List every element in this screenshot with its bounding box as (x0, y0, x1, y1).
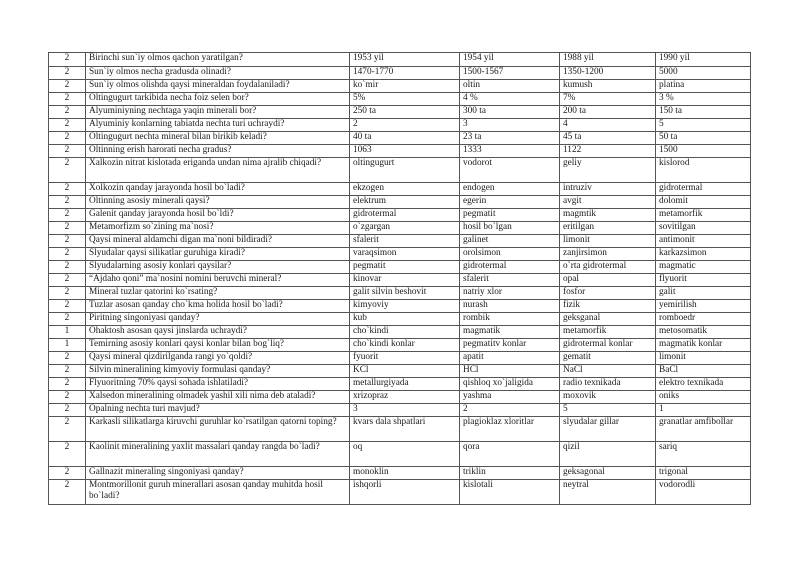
question-cell: Oltingugurt nechta mineral bilan birikib keladi? (86, 132, 350, 145)
row-number-cell: 2 (49, 183, 86, 196)
row-number-cell: 2 (49, 352, 86, 365)
option-a-cell: xrizopraz (350, 391, 460, 404)
row-number-cell: 2 (49, 222, 86, 235)
option-c-cell: geksagonal (560, 467, 656, 480)
option-d-cell: metamorfik (656, 209, 751, 222)
option-c-cell: 1988 yil (560, 53, 656, 67)
option-c-cell: 45 ta (560, 132, 656, 145)
table-row (49, 404, 751, 417)
option-c-cell: 4 (560, 119, 656, 132)
option-d-cell: limonit (656, 352, 751, 365)
option-b-cell: nurash (460, 300, 560, 313)
row-number-cell: 1 (49, 326, 86, 339)
question-cell: Temirning asosiy konlari qaysi konlar bilan bog`liq? (86, 339, 350, 352)
option-a-cell: sfalerit (350, 235, 460, 248)
option-d-cell: antimonit (656, 235, 751, 248)
option-d-cell: dolomit (656, 196, 751, 209)
option-d-cell: metosomatik (656, 326, 751, 339)
question-cell: Piritning singoniyasi qanday? (86, 313, 350, 326)
option-a-cell: ekzogen (350, 183, 460, 196)
option-a-cell: oq (350, 442, 460, 467)
question-cell: Silvin mineralining kimyoviy formulasi qanday? (86, 365, 350, 378)
option-c-cell: o`rta gidrotermal (560, 261, 656, 274)
option-a-cell: varaqsimon (350, 248, 460, 261)
option-c-cell: NaCl (560, 365, 656, 378)
row-number-cell: 2 (49, 53, 86, 67)
option-d-cell: vodorodli (656, 480, 751, 505)
option-a-cell: metallurgiyada (350, 378, 460, 391)
option-c-cell: geliy (560, 158, 656, 183)
option-a-cell: galit silvin beshovit (350, 287, 460, 300)
option-b-cell: yashma (460, 391, 560, 404)
option-c-cell: magmtik (560, 209, 656, 222)
table-row (49, 339, 751, 352)
table-row (49, 53, 751, 67)
option-c-cell: 1350-1200 (560, 67, 656, 80)
option-c-cell: gematit (560, 352, 656, 365)
table-row (49, 119, 751, 132)
option-c-cell: opal (560, 274, 656, 287)
option-d-cell: sovitilgan (656, 222, 751, 235)
option-b-cell: galinet (460, 235, 560, 248)
table-row (49, 261, 751, 274)
option-c-cell: 5 (560, 404, 656, 417)
question-cell: Qaysi mineral qizdirilganda rangi yo`qoldi? (86, 352, 350, 365)
option-b-cell: hosil bo`lgan (460, 222, 560, 235)
table-row (49, 235, 751, 248)
option-d-cell: BaCl (656, 365, 751, 378)
option-a-cell: oltingugurt (350, 158, 460, 183)
option-a-cell: 5% (350, 93, 460, 106)
option-c-cell: slyudalar gillar (560, 417, 656, 442)
question-cell: Ohaktosh asosan qaysi jinslarda uchraydi? (86, 326, 350, 339)
row-number-cell: 2 (49, 442, 86, 467)
question-cell: Slyudalarning asosiy konlari qaysilar? (86, 261, 350, 274)
table-row (49, 365, 751, 378)
option-d-cell: elektro texnikada (656, 378, 751, 391)
option-a-cell: kvars dala shpatlari (350, 417, 460, 442)
question-cell: Xolkozin qanday jarayonda hosil bo`ladi? (86, 183, 350, 196)
option-b-cell: qishloq xo`jaligida (460, 378, 560, 391)
row-number-cell: 2 (49, 287, 86, 300)
row-number-cell: 2 (49, 196, 86, 209)
option-b-cell: vodorot (460, 158, 560, 183)
table-row (49, 467, 751, 480)
option-b-cell: orolsimon (460, 248, 560, 261)
option-d-cell: 1 (656, 404, 751, 417)
table-row (49, 158, 751, 183)
table-row (49, 183, 751, 196)
option-a-cell: KCl (350, 365, 460, 378)
option-d-cell: karkazsimon (656, 248, 751, 261)
option-b-cell: apatit (460, 352, 560, 365)
question-cell: Metamorfizm so`zining ma`nosi? (86, 222, 350, 235)
option-d-cell: 5 (656, 119, 751, 132)
question-cell: Sun`iy olmos olishda qaysi mineraldan foydalaniladi? (86, 80, 350, 93)
option-d-cell: romboedr (656, 313, 751, 326)
option-c-cell: 200 ta (560, 106, 656, 119)
row-number-cell: 2 (49, 313, 86, 326)
option-b-cell: kislotali (460, 480, 560, 505)
option-b-cell: pegmatit (460, 209, 560, 222)
option-a-cell: o`zgargan (350, 222, 460, 235)
question-cell: Mineral tuzlar qatorini ko`rsating? (86, 287, 350, 300)
question-cell: Opalning nechta turi mavjud? (86, 404, 350, 417)
row-number-cell: 2 (49, 261, 86, 274)
option-a-cell: ko`mir (350, 80, 460, 93)
option-d-cell: 1500 (656, 145, 751, 158)
question-cell: Oltinning erish harorati necha gradus? (86, 145, 350, 158)
option-b-cell: egerin (460, 196, 560, 209)
option-d-cell: magmatic (656, 261, 751, 274)
option-c-cell: geksganal (560, 313, 656, 326)
option-d-cell: magmatik konlar (656, 339, 751, 352)
row-number-cell: 2 (49, 300, 86, 313)
table-row (49, 67, 751, 80)
table-row (49, 132, 751, 145)
option-b-cell: 1954 yil (460, 53, 560, 67)
option-b-cell: plagioklaz xloritlar (460, 417, 560, 442)
question-cell: Oltingugurt tarkibida necha foiz selen bor? (86, 93, 350, 106)
option-c-cell: zanjirsimon (560, 248, 656, 261)
option-a-cell: 2 (350, 119, 460, 132)
option-c-cell: neytral (560, 480, 656, 505)
option-b-cell: triklin (460, 467, 560, 480)
table-row (49, 378, 751, 391)
option-b-cell: endogen (460, 183, 560, 196)
row-number-cell: 2 (49, 209, 86, 222)
row-number-cell: 2 (49, 119, 86, 132)
question-cell: Slyudalar qaysi silikatlar guruhiga kiradi? (86, 248, 350, 261)
question-table (48, 52, 751, 505)
option-c-cell: qizil (560, 442, 656, 467)
table-row (49, 274, 751, 287)
option-a-cell: ishqorli (350, 480, 460, 505)
option-a-cell: 40 ta (350, 132, 460, 145)
option-b-cell: gidrotermal (460, 261, 560, 274)
option-a-cell: 1063 (350, 145, 460, 158)
option-d-cell: yemirilish (656, 300, 751, 313)
option-a-cell: kinovar (350, 274, 460, 287)
question-cell: Xalsedon mineralining olmadek yashil xili nima deb ataladi? (86, 391, 350, 404)
row-number-cell: 2 (49, 158, 86, 183)
option-d-cell: 1990 yil (656, 53, 751, 67)
option-a-cell: elektrum (350, 196, 460, 209)
row-number-cell: 2 (49, 417, 86, 442)
option-a-cell: kub (350, 313, 460, 326)
option-d-cell: 3 % (656, 93, 751, 106)
option-c-cell: moxovik (560, 391, 656, 404)
row-number-cell: 2 (49, 145, 86, 158)
option-b-cell: 2 (460, 404, 560, 417)
option-b-cell: sfalerit (460, 274, 560, 287)
option-a-cell: 250 ta (350, 106, 460, 119)
question-cell: Alyuminiyning nechtaga yaqin minerali bor? (86, 106, 350, 119)
option-d-cell: 50 ta (656, 132, 751, 145)
row-number-cell: 2 (49, 248, 86, 261)
row-number-cell: 2 (49, 106, 86, 119)
question-cell: Montmorillonit guruh minerallari asosan qanday muhitda hosil bo`ladi? (86, 480, 350, 505)
option-a-cell: cho`kindi konlar (350, 339, 460, 352)
question-cell: Karkasli silikatlarga kiruvchi guruhlar ko`rsatilgan qatorni toping? (86, 417, 350, 442)
option-b-cell: natriy xlor (460, 287, 560, 300)
option-a-cell: monoklin (350, 467, 460, 480)
table-body (49, 53, 751, 505)
option-d-cell: trigonal (656, 467, 751, 480)
option-c-cell: 7% (560, 93, 656, 106)
option-c-cell: fizik (560, 300, 656, 313)
option-b-cell: 23 ta (460, 132, 560, 145)
option-b-cell: 3 (460, 119, 560, 132)
question-cell: Kaolinit mineralining yaxlit massalari qanday rangda bo`ladi? (86, 442, 350, 467)
option-c-cell: metamorfik (560, 326, 656, 339)
option-a-cell: fyuorit (350, 352, 460, 365)
option-b-cell: rombik (460, 313, 560, 326)
option-a-cell: 1953 yil (350, 53, 460, 67)
option-c-cell: 1122 (560, 145, 656, 158)
option-b-cell: HCl (460, 365, 560, 378)
table-row (49, 442, 751, 467)
option-c-cell: fosfor (560, 287, 656, 300)
option-a-cell: 3 (350, 404, 460, 417)
option-b-cell: pegmatitv konlar (460, 339, 560, 352)
row-number-cell: 2 (49, 404, 86, 417)
option-c-cell: limonit (560, 235, 656, 248)
row-number-cell: 2 (49, 93, 86, 106)
table-row (49, 300, 751, 313)
option-d-cell: gidrotermal (656, 183, 751, 196)
option-c-cell: kumush (560, 80, 656, 93)
row-number-cell: 2 (49, 67, 86, 80)
option-d-cell: platina (656, 80, 751, 93)
row-number-cell: 2 (49, 480, 86, 505)
question-cell: “Ajdaho qoni” ma`nosini nomini beruvchi mineral? (86, 274, 350, 287)
table-row (49, 222, 751, 235)
option-d-cell: 5000 (656, 67, 751, 80)
option-a-cell: pegmatit (350, 261, 460, 274)
option-c-cell: gidrotermal konlar (560, 339, 656, 352)
row-number-cell: 1 (49, 339, 86, 352)
table-row (49, 287, 751, 300)
question-cell: Xalkozin nitrat kislotada eriganda undan nima ajralib chiqadi? (86, 158, 350, 183)
question-cell: Birinchi sun`iy olmos qachon yaratilgan? (86, 53, 350, 67)
row-number-cell: 2 (49, 274, 86, 287)
table-row (49, 248, 751, 261)
table-row (49, 480, 751, 505)
option-d-cell: sariq (656, 442, 751, 467)
question-cell: Flyuoritning 70% qaysi sohada ishlatiladi? (86, 378, 350, 391)
option-d-cell: flyuorit (656, 274, 751, 287)
row-number-cell: 2 (49, 467, 86, 480)
row-number-cell: 2 (49, 80, 86, 93)
table-row (49, 391, 751, 404)
option-a-cell: kimyoviy (350, 300, 460, 313)
question-cell: Tuzlar asosan qanday cho`kma holida hosil bo`ladi? (86, 300, 350, 313)
table-row (49, 417, 751, 442)
option-d-cell: galit (656, 287, 751, 300)
table-row (49, 209, 751, 222)
option-b-cell: 300 ta (460, 106, 560, 119)
row-number-cell: 2 (49, 235, 86, 248)
question-cell: Alyuminiy konlarning tabiatda nechta turi uchraydi? (86, 119, 350, 132)
option-d-cell: granatlar amfibollar (656, 417, 751, 442)
option-a-cell: cho`kindi (350, 326, 460, 339)
option-c-cell: radio texnikada (560, 378, 656, 391)
option-c-cell: eritilgan (560, 222, 656, 235)
row-number-cell: 2 (49, 132, 86, 145)
row-number-cell: 2 (49, 378, 86, 391)
question-cell: Sun`iy olmos necha gradusda olinadi? (86, 67, 350, 80)
table-row (49, 145, 751, 158)
option-b-cell: qora (460, 442, 560, 467)
table-row (49, 93, 751, 106)
question-cell: Oltinning asosiy minerali qaysi? (86, 196, 350, 209)
option-a-cell: 1470-1770 (350, 67, 460, 80)
option-b-cell: oltin (460, 80, 560, 93)
table-row (49, 352, 751, 365)
option-b-cell: magmatik (460, 326, 560, 339)
question-cell: Qaysi mineral aldamchi digan ma`noni bildiradi? (86, 235, 350, 248)
row-number-cell: 2 (49, 365, 86, 378)
option-c-cell: intruziv (560, 183, 656, 196)
table-row (49, 326, 751, 339)
row-number-cell: 2 (49, 391, 86, 404)
table-row (49, 80, 751, 93)
option-b-cell: 1500-1567 (460, 67, 560, 80)
question-cell: Galenit qanday jarayonda hosil bo`ldi? (86, 209, 350, 222)
option-b-cell: 1333 (460, 145, 560, 158)
option-d-cell: kislorod (656, 158, 751, 183)
option-d-cell: 150 ta (656, 106, 751, 119)
table-row (49, 196, 751, 209)
question-cell: Gallnazit mineraling singoniyasi qanday? (86, 467, 350, 480)
option-c-cell: avgit (560, 196, 656, 209)
option-d-cell: oniks (656, 391, 751, 404)
option-b-cell: 4 % (460, 93, 560, 106)
option-a-cell: gidrotermal (350, 209, 460, 222)
table-row (49, 106, 751, 119)
table-row (49, 313, 751, 326)
